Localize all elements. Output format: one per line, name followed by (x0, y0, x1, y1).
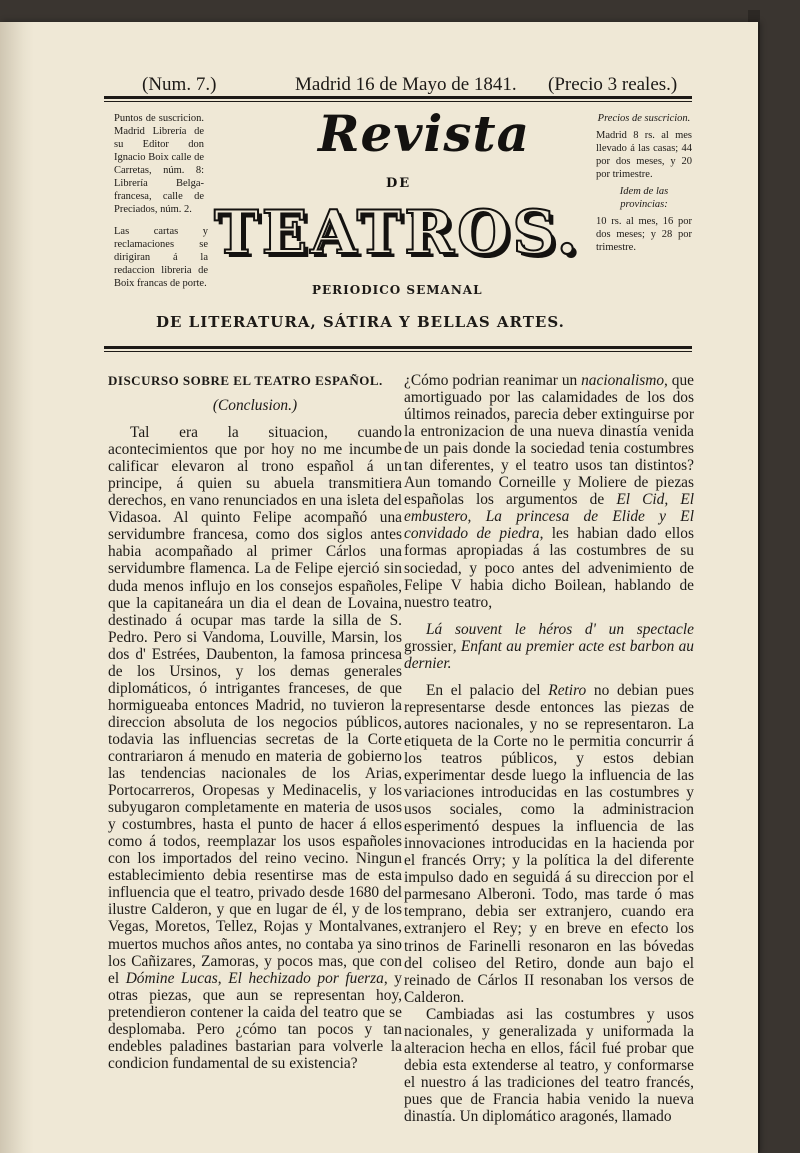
letters-note-text: Las cartas y reclamaciones se dirigiran á la redaccion libreria de Boix francas de porte. (114, 226, 208, 289)
masthead-title-revista: Revista (318, 104, 531, 163)
prices-provinces-heading: Idem de las provincias: (619, 186, 669, 210)
article-column-right (404, 372, 694, 1125)
article-paragraph: En el palacio del Retiro no debian pues representarse desde entonces las piezas de autores nacionales, y no se representaron. La etiqueta de la Corte no le permitia concurrir á los teatros públicos, y estos debian experimentar desde luego la influencia de las variaciones introducidas en las costumbres y usos sociales, como la administracion esperimentó despues la influencia de las innovaciones introducidas en la hacienda por el francés Orry; y la política la del diferente impulso dado en seguidá á su direccion por el parmesano Alberoni. Todo, mas tarde ó mas temprano, debia ser extranjero, cuando era extranjero el Rey; y en breve en efecto los trinos de Farinelli resonaron en las bóvedas del coliseo del Retiro, donde aun bajo el reinado de Cárlos II resonaban los versos de Calderon. (404, 681, 694, 1006)
header-rule-thin (104, 101, 692, 102)
masthead-rule-thick (104, 346, 692, 349)
prices-provinces-text: 10 rs. al mes, 16 por dos meses; y 28 por trimestre. (596, 216, 692, 253)
subscription-prices-box (596, 112, 692, 258)
header-rule-thick (104, 96, 692, 99)
page-binding-shadow (0, 22, 34, 1153)
issue-number: (Num. 7.) (142, 74, 217, 95)
article-title: DISCURSO SOBRE EL TEATRO ESPAÑOL. (108, 373, 383, 388)
subscription-points-text: Puntos de suscricion. Madrid Librería de su Editor don Ignacio Boix calle de Carretas, núm. 8: Librería Belga-francesa, calle de Preciados, núm. 2. (114, 113, 204, 215)
issue-price: (Precio 3 reales.) (548, 74, 678, 95)
masthead-title-teatros: TEATROS. (214, 198, 581, 268)
subscription-points-box (114, 112, 204, 220)
masthead-title-de: DE (386, 176, 412, 191)
article-paragraph: Tal era la situacion, cuando acontecimientos que por hoy no me incumbe calificar elevaron al trono español á un principe, á quien su abuela transmitiera derechos, en vano renunciados en una isleta del Vidasoa. Al quinto Felipe acompañó una servidumbre francesa, como dos siglos antes habia acompañado al primer Cárlos una servidumbre flamenca. La de Felipe ejerció sin duda menos influjo en los consejos españoles, que la capitaneára un dia el dean de Lovaina, destinado á ocupar mas tarde la silla de S. Pedro. Pero si Vandoma, Louville, Marsin, los dos d' Estrées, Daubenton, la famosa princesa de los Ursinos, y los demas generales diplomáticos, ó intrigantes franceses, de que hormigueaba entonces Madrid, no tuvieron la direccion absoluta de los negocios públicos, todavia las influencias secretas de la Corte contrariaron á menudo en materia de gobierno las tendencias nacionales de los Arias, Portocarreros, Oropesas y Medinacelis, y los subyugaron completamente en materia de usos y costumbres, hasta el punto de hacer á ellos como á todos, reemplazar los usos españoles con los importados del reino vecino. Ningun establecimiento debia resentirse mas de esta influencia que el teatro, privado desde 1680 del ilustre Calderon, y que en lugar de él, y de los Vegas, Moretos, Tellez, Rojas y Montalvanes, muertos muchos años antes, no contaba ya sino los Cañizares, Zamoras, y pocos mas, que con el Dómine Lucas, El hechizado por fuerza, y otras piezas, que aun se representan hoy, pretendieron contener la caida del teatro que se desplomaba. Pero ¿cómo tan pocos y tan endebles paladines bastarian para volverle la condicion fundamental de su existencia? (108, 424, 402, 1072)
boileau-quote: Lá souvent le héros d' un spectacle grossier, Enfant au premier acte est barbon au dernier. (404, 620, 694, 672)
prices-heading: Precios de suscricion. (597, 113, 691, 124)
prices-madrid-text: Madrid 8 rs. al mes llevado á las casas; 44 por dos meses, y 20 por trimestre. (596, 130, 692, 180)
article-paragraph: Cambiadas asi las costumbres y usos nacionales, y generalizada y uniformada la alteracion hecha en ellos, fácil fué probar que debia esta extenderse al teatro, y conformarse el nuestro á las tradiciones del teatro francés, pues que de Francia habia venido la nueva dinastía. Un diplomático aragonés, llamado (404, 1005, 694, 1125)
masthead-subtitle: PERIODICO SEMANAL (312, 283, 483, 297)
masthead-rule-thin (104, 351, 692, 352)
article-column-left (108, 372, 402, 1072)
letters-note-box (114, 225, 208, 294)
issue-date: Madrid 16 de Mayo de 1841. (295, 74, 517, 95)
masthead-subtitle-arts: DE LITERATURA, SÁTIRA Y BELLAS ARTES. (156, 313, 565, 331)
article-paragraph: ¿Cómo podrian reanimar un nacionalismo, que amortiguado por las calamidades de los dos últimos reinados, parecia deber extinguirse por la entronizacion de una nueva dinastía venida de un pais donde la sociedad tenia costumbres tan diferentes, y el teatro usos tan distintos? Aun tomando Corneille y Moliere de piezas españolas los argumentos de El Cid, El embustero, La princesa de Elide y El convidado de piedra, les habian dado ellos formas apropiadas á las costumbres de su sociedad, y poco antes del advenimiento de Felipe V habia dicho Boilean, hablando de nuestro teatro, (404, 372, 695, 611)
article-subtitle: (Conclusion.) (212, 397, 298, 415)
